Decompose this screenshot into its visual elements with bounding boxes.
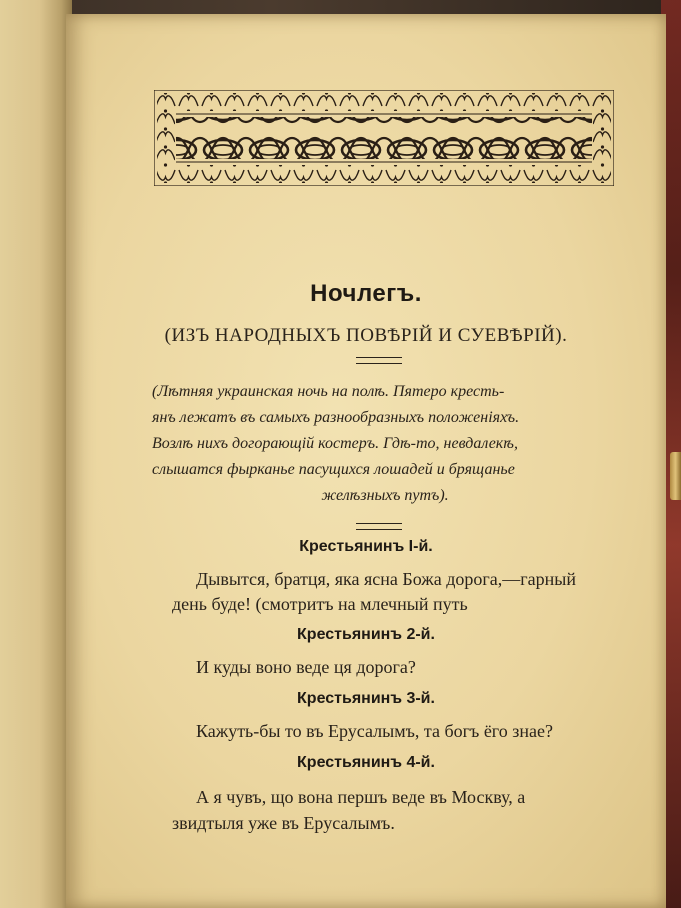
stage-direction-line: желѣзныхъ путъ). — [321, 487, 449, 504]
stage-direction-line: Возлѣ нихъ догорающій костеръ. Гдѣ-то, невдалекѣ, — [152, 435, 518, 452]
speaker-heading: Крестьянинъ І-й. — [299, 538, 433, 555]
decorative-headpiece — [154, 90, 614, 186]
divider-rule — [356, 523, 402, 530]
book-clasp — [670, 452, 681, 500]
speaker-heading: Крестьянинъ 2-й. — [297, 626, 435, 643]
stage-direction-line: (Лѣтняя украинская ночь на полѣ. Пятеро кресть- — [152, 383, 505, 400]
speaker-heading: Крестьянинъ 4-й. — [297, 754, 435, 771]
stage-direction — [152, 379, 618, 509]
stage-direction-line: слышатся фырканье пасущихся лошадей и брящанье — [152, 461, 515, 478]
dialogue-line: А я чувъ, що вона першъ веде въ Москву, а — [196, 787, 526, 807]
dialogue-line: И куды воно веде ця дорога? — [196, 657, 416, 677]
dialogue-line: Кажуть-бы то въ Ерусалымъ, та богъ ёго знае? — [196, 721, 553, 741]
left-page-edge — [0, 0, 72, 908]
divider-rule — [356, 357, 402, 364]
page-title: Ночлегъ. — [310, 280, 422, 307]
dialogue-line: день буде! (смотритъ на млечный путь — [172, 594, 468, 614]
dialogue-line: Дывытся, братця, яка ясна Божа дорога,—гарный — [196, 569, 576, 589]
speaker-heading: Крестьянинъ 3-й. — [297, 690, 435, 707]
book-page — [66, 14, 666, 908]
dialogue-line: звидтыля уже въ Ерусалымъ. — [172, 813, 395, 833]
stage-direction-line: янъ лежатъ въ самыхъ разнообразныхъ положеніяхъ. — [152, 409, 520, 426]
page-subtitle: (ИЗЪ НАРОДНЫХЪ ПОВѢРІЙ И СУЕВѢРІЙ). — [164, 325, 568, 346]
